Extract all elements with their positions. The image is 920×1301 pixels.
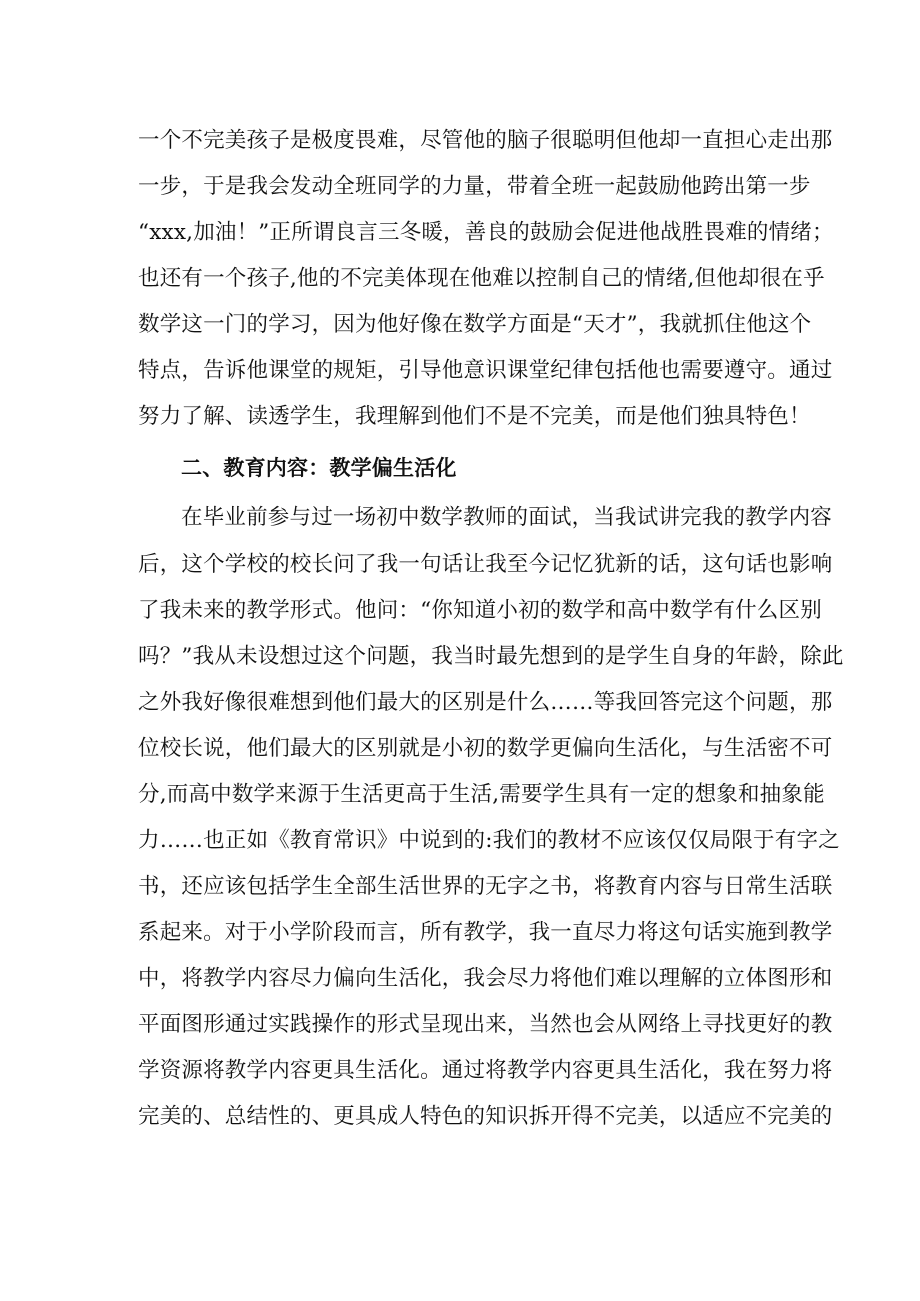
paragraph-line: 在毕业前参与过一场初中数学教师的面试，当我试讲完我的教学内容 xyxy=(181,505,833,530)
paragraph-line: 之外我好像很难想到他们最大的区别是什么……等我回答完这个问题，那 xyxy=(138,690,833,715)
paragraph-line: 一个不完美孩子是极度畏难，尽管他的脑子很聪明但他却一直担心走出那 xyxy=(138,128,833,153)
paragraph-line: 后，这个学校的校长问了我一句话让我至今记忆犹新的话，这句话也影响 xyxy=(138,552,833,577)
paragraph-line: 努力了解、读透学生，我理解到他们不是不完美，而是他们独具特色！ xyxy=(138,404,811,429)
paragraph-line: 系起来。对于小学阶段而言，所有教学，我一直尽力将这句话实施到教学 xyxy=(138,920,833,945)
paragraph-line: “xxx,加油！”正所谓良言三冬暖，善良的鼓励会促进他战胜畏难的情绪； xyxy=(138,220,834,245)
paragraph-line: 书，还应该包括学生全部生活世界的无字之书，将教育内容与日常生活联 xyxy=(138,874,833,899)
section-heading: 二、教育内容：教学偏生活化 xyxy=(181,456,457,480)
paragraph-line: 也还有一个孩子,他的不完美体现在他难以控制自己的情绪,但他却很在乎 xyxy=(138,266,825,291)
paragraph-line: 位校长说，他们最大的区别就是小初的数学更偏向生活化，与生活密不可 xyxy=(138,736,833,761)
paragraph-line: 完美的、总结性的、更具成人特色的知识拆开得不完美，以适应不完美的 xyxy=(138,1104,833,1129)
paragraph-line: 一步，于是我会发动全班同学的力量，带着全班一起鼓励他跨出第一步 xyxy=(138,174,811,199)
paragraph-line: 学资源将教学内容更具生活化。通过将教学内容更具生活化，我在努力将 xyxy=(138,1058,833,1083)
paragraph-line: 平面图形通过实践操作的形式呈现出来，当然也会从网络上寻找更好的教 xyxy=(138,1012,833,1037)
paragraph-line: 特点，告诉他课堂的规矩，引导他意识课堂纪律包括他也需要遵守。通过 xyxy=(138,358,833,383)
paragraph-line: 中，将教学内容尽力偏向生活化，我会尽力将他们难以理解的立体图形和 xyxy=(138,966,833,991)
paragraph-line: 力……也正如《教育常识》中说到的:我们的教材不应该仅仅局限于有字之 xyxy=(138,828,840,853)
paragraph-line: 分,而高中数学来源于生活更高于生活,需要学生具有一定的想象和抽象能 xyxy=(138,782,825,807)
paragraph-line: 数学这一门的学习，因为他好像在数学方面是“天才”，我就抓住他这个 xyxy=(138,312,812,337)
paragraph-line: 吗？”我从未设想过这个问题，我当时最先想到的是学生自身的年龄，除此 xyxy=(138,644,844,669)
paragraph-line: 了我未来的教学形式。他问：“你知道小初的数学和高中数学有什么区别 xyxy=(138,598,822,623)
